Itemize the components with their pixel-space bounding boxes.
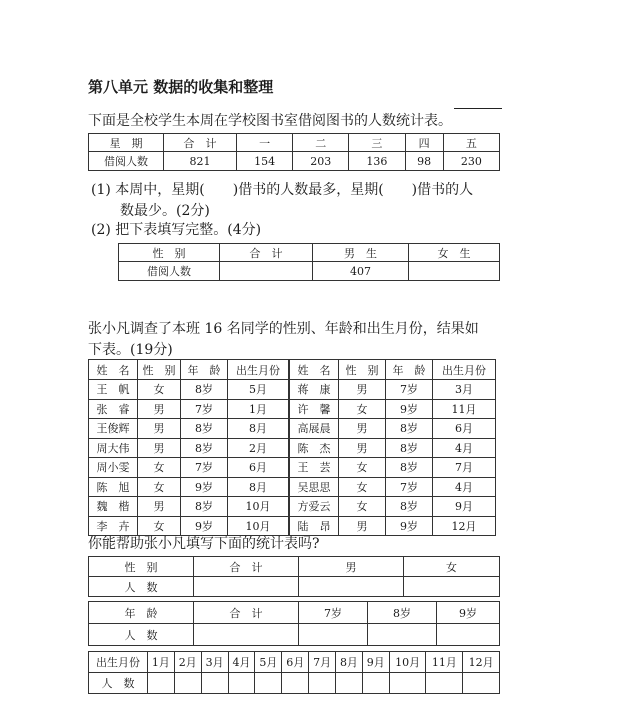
answer-blank[interactable] (255, 673, 282, 694)
table-row (89, 673, 500, 694)
header-cell: 6月 (282, 652, 309, 673)
header-cell: 星 期 (89, 134, 164, 152)
table-cell: 方爱云 (289, 497, 339, 517)
answer-blank[interactable] (148, 673, 175, 694)
header-cell: 性 别 (138, 360, 181, 380)
table-cell: 230 (443, 152, 499, 171)
table-cell: 11月 (433, 399, 496, 419)
table-cell: 7岁 (386, 477, 433, 497)
table-cell: 借阅人数 (89, 152, 164, 171)
table-cell: 王 芸 (289, 458, 339, 478)
table-cell: 女 (138, 477, 181, 497)
table-cell: 154 (237, 152, 293, 171)
header-cell: 姓 名 (89, 360, 138, 380)
table-cell: 女 (339, 399, 386, 419)
table-cell: 女 (138, 380, 181, 400)
table-cell: 女 (138, 516, 181, 536)
header-cell: 性 别 (119, 244, 220, 262)
table-cell: 6月 (433, 419, 496, 439)
table-cell: 98 (405, 152, 443, 171)
header-cell: 四 (405, 134, 443, 152)
table-cell: 8岁 (181, 380, 228, 400)
header-cell: 合 计 (194, 557, 299, 577)
answer-blank[interactable] (409, 262, 500, 281)
table-cell: 张 睿 (89, 399, 138, 419)
table-cell: 男 (339, 380, 386, 400)
table-cell: 蒋 康 (289, 380, 339, 400)
answer-blank[interactable] (220, 262, 313, 281)
section2-line1: 张小凡调查了本班 16 名同学的性别、年龄和出生月份，结果如 (88, 321, 479, 337)
table-row (89, 577, 500, 597)
answer-blank[interactable] (426, 673, 463, 694)
table-header-row (89, 360, 496, 380)
header-cell: 合 计 (164, 134, 237, 152)
table-row (89, 477, 496, 497)
table-cell: 女 (339, 497, 386, 517)
header-cell: 5月 (255, 652, 282, 673)
table-cell: 李 卉 (89, 516, 138, 536)
answer-blank[interactable] (299, 624, 368, 646)
unit-title: 第八单元 数据的收集和整理 (88, 78, 274, 96)
table-row (119, 262, 500, 281)
month-count-table (88, 651, 500, 694)
table-cell: 王 帆 (89, 380, 138, 400)
table-cell: 8岁 (386, 438, 433, 458)
table-header-row (89, 652, 500, 673)
age-count-table (88, 601, 500, 646)
section2-line2: 下表。(19分) (88, 342, 173, 358)
table-cell: 3月 (433, 380, 496, 400)
table-cell: 136 (349, 152, 405, 171)
table-cell: 407 (313, 262, 409, 281)
answer-blank[interactable] (463, 673, 500, 694)
table-cell: 7岁 (386, 380, 433, 400)
table-cell: 9岁 (181, 477, 228, 497)
header-cell: 出生月份 (433, 360, 496, 380)
answer-blank[interactable] (194, 577, 299, 597)
table-cell: 周小雯 (89, 458, 138, 478)
table-row (89, 380, 496, 400)
table-cell: 女 (339, 458, 386, 478)
answer-blank[interactable] (282, 673, 309, 694)
table-cell: 8月 (228, 419, 290, 439)
gender-borrow-table (118, 243, 500, 281)
answer-blank[interactable] (201, 673, 228, 694)
table-header-row (89, 557, 500, 577)
table-cell: 魏 楷 (89, 497, 138, 517)
answer-blank[interactable] (336, 673, 363, 694)
header-cell: 出生月份 (89, 652, 148, 673)
header-cell: 3月 (201, 652, 228, 673)
table-cell: 男 (339, 419, 386, 439)
header-cell: 年 龄 (386, 360, 433, 380)
table-cell: 8岁 (181, 438, 228, 458)
table-cell: 9岁 (181, 516, 228, 536)
table-row (89, 458, 496, 478)
table-cell: 7月 (433, 458, 496, 478)
table-cell: 6月 (228, 458, 290, 478)
header-cell: 7岁 (299, 602, 368, 624)
table-row (89, 624, 500, 646)
header-cell: 二 (293, 134, 349, 152)
row-label: 人 数 (89, 624, 194, 646)
table-cell: 9岁 (386, 516, 433, 536)
header-cell: 合 计 (194, 602, 299, 624)
table-cell: 4月 (433, 477, 496, 497)
header-cell: 出生月份 (228, 360, 290, 380)
table-row (89, 419, 496, 439)
table-cell: 821 (164, 152, 237, 171)
row-label: 人 数 (89, 577, 194, 597)
header-cell: 9月 (362, 652, 389, 673)
answer-blank[interactable] (437, 624, 500, 646)
table-row (89, 152, 500, 171)
table-cell: 陈 旭 (89, 477, 138, 497)
answer-blank[interactable] (389, 673, 426, 694)
answer-blank[interactable] (309, 673, 336, 694)
header-cell: 8月 (336, 652, 363, 673)
header-cell: 7月 (309, 652, 336, 673)
table-cell: 5月 (228, 380, 290, 400)
table-cell: 男 (138, 399, 181, 419)
table-cell: 男 (339, 516, 386, 536)
question-help: 你能帮助张小凡填写下面的统计表吗? (88, 536, 320, 552)
answer-blank[interactable] (368, 624, 437, 646)
question-1-line2: 数最少。(2分) (120, 203, 210, 219)
table-cell: 男 (138, 419, 181, 439)
answer-blank[interactable] (362, 673, 389, 694)
table-cell: 7岁 (181, 458, 228, 478)
answer-blank[interactable] (299, 577, 404, 597)
table-cell: 周大伟 (89, 438, 138, 458)
table-cell: 高展晨 (289, 419, 339, 439)
header-cell: 女 (404, 557, 500, 577)
header-cell: 男 (299, 557, 404, 577)
answer-blank[interactable] (228, 673, 255, 694)
header-cell: 性 别 (89, 557, 194, 577)
table-cell: 7岁 (181, 399, 228, 419)
table-cell: 8岁 (386, 497, 433, 517)
table-cell: 2月 (228, 438, 290, 458)
table-row (89, 399, 496, 419)
answer-blank[interactable] (174, 673, 201, 694)
answer-blank[interactable] (404, 577, 500, 597)
header-cell: 年 龄 (181, 360, 228, 380)
table-cell: 陈 杰 (289, 438, 339, 458)
header-cell: 12月 (463, 652, 500, 673)
header-cell: 8岁 (368, 602, 437, 624)
table-cell: 女 (138, 458, 181, 478)
header-cell: 11月 (426, 652, 463, 673)
table-cell: 8月 (228, 477, 290, 497)
table-cell: 男 (138, 497, 181, 517)
row-label: 人 数 (89, 673, 148, 694)
header-cell: 1月 (148, 652, 175, 673)
table-cell: 1月 (228, 399, 290, 419)
header-cell: 10月 (389, 652, 426, 673)
answer-blank[interactable] (194, 624, 299, 646)
table-cell: 男 (138, 438, 181, 458)
gender-count-table (88, 556, 500, 597)
table-cell: 9月 (433, 497, 496, 517)
header-cell: 4月 (228, 652, 255, 673)
table-cell: 8岁 (181, 497, 228, 517)
table-cell: 10月 (228, 497, 290, 517)
section1-title: 下面是全校学生本周在学校图书室借阅图书的人数统计表。 (88, 113, 452, 129)
table-cell: 8岁 (181, 419, 228, 439)
header-cell: 一 (237, 134, 293, 152)
weekly-borrow-table (88, 133, 500, 171)
table-row (89, 438, 496, 458)
header-cell: 年 龄 (89, 602, 194, 624)
header-cell: 9岁 (437, 602, 500, 624)
table-cell: 女 (339, 477, 386, 497)
table-header-row (89, 602, 500, 624)
table-cell: 吴思思 (289, 477, 339, 497)
header-cell: 姓 名 (289, 360, 339, 380)
table-cell: 9岁 (386, 399, 433, 419)
header-cell: 2月 (174, 652, 201, 673)
table-row (89, 497, 496, 517)
table-cell: 4月 (433, 438, 496, 458)
table-header-row (89, 134, 500, 152)
divider-line (454, 108, 502, 109)
question-2-line: (2) 把下表填写完整。(4分) (91, 222, 262, 238)
header-cell: 男 生 (313, 244, 409, 262)
table-cell: 许 馨 (289, 399, 339, 419)
header-cell: 性 别 (339, 360, 386, 380)
table-cell: 陆 昂 (289, 516, 339, 536)
table-cell: 10月 (228, 516, 290, 536)
table-header-row (119, 244, 500, 262)
table-cell: 借阅人数 (119, 262, 220, 281)
header-cell: 五 (443, 134, 499, 152)
table-cell: 12月 (433, 516, 496, 536)
question-1-line1: (1) 本周中，星期( )借书的人数最多，星期( )借书的人 (91, 182, 474, 198)
table-cell: 男 (339, 438, 386, 458)
table-cell: 203 (293, 152, 349, 171)
table-cell: 王俊辉 (89, 419, 138, 439)
table-cell: 8岁 (386, 458, 433, 478)
header-cell: 合 计 (220, 244, 313, 262)
header-cell: 三 (349, 134, 405, 152)
header-cell: 女 生 (409, 244, 500, 262)
class-survey-table (88, 359, 496, 536)
table-cell: 8岁 (386, 419, 433, 439)
